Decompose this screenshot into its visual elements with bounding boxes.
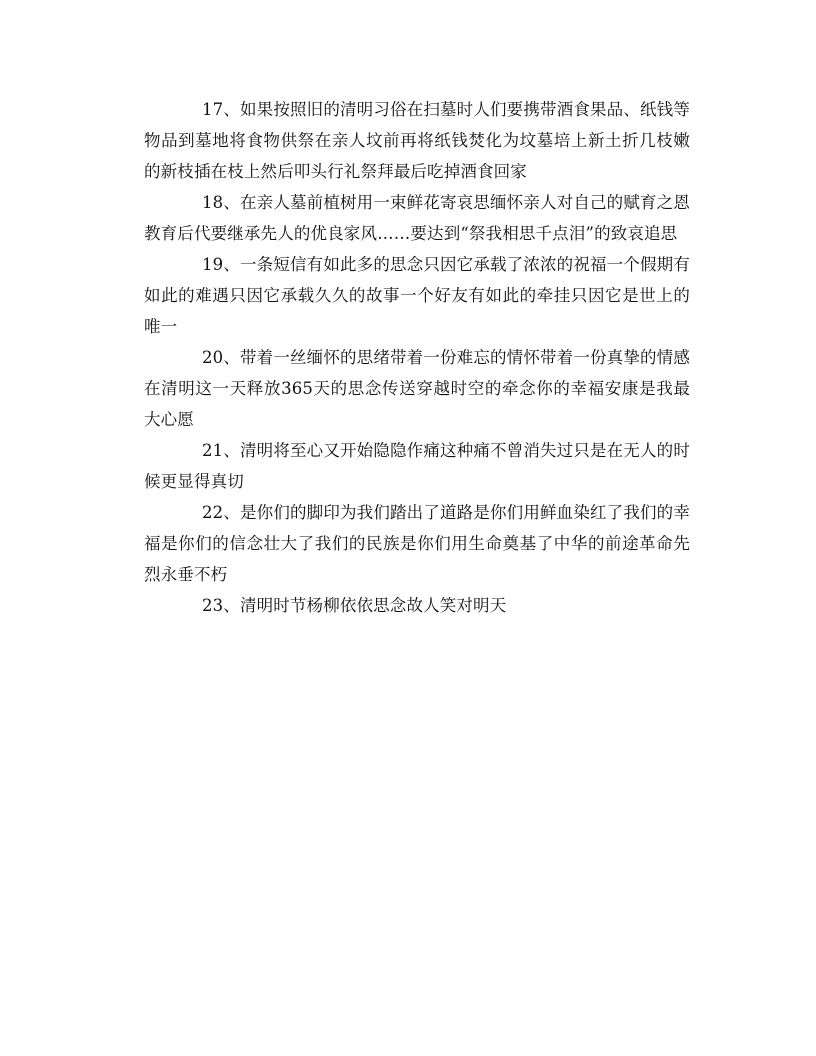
paragraph-20: 20、带着一丝缅怀的思绪带着一份难忘的情怀带着一份真挚的情感在清明这一天释放365天的思念传送穿越时空的牵念你的幸福安康是我最大心愿 <box>144 348 690 429</box>
paragraph-21: 21、清明将至心又开始隐隐作痛这种痛不曾消失过只是在无人的时候更显得真切 <box>144 441 690 491</box>
paragraph-18: 18、在亲人墓前植树用一束鲜花寄哀思缅怀亲人对自己的赋育之恩教育后代要继承先人的优良家风……要达到“祭我相思千点泪”的致哀追思 <box>144 193 690 243</box>
paragraph-19: 19、一条短信有如此多的思念只因它承载了浓浓的祝福一个假期有如此的难遇只因它承载久久的故事一个好友有如此的牵挂只因它是世上的唯一 <box>144 255 690 336</box>
paragraph-17: 17、如果按照旧的清明习俗在扫墓时人们要携带酒食果品、纸钱等物品到墓地将食物供祭在亲人坟前再将纸钱焚化为坟墓培上新土折几枝嫩的新枝插在枝上然后叩头行礼祭拜最后吃掉酒食回家 <box>144 100 690 181</box>
paragraph-22: 22、是你们的脚印为我们踏出了道路是你们用鲜血染红了我们的幸福是你们的信念壮大了我们的民族是你们用生命奠基了中华的前途革命先烈永垂不朽 <box>144 503 690 584</box>
paragraph-23: 23、清明时节杨柳依依思念故人笑对明天 <box>202 596 507 615</box>
document-body <box>144 94 690 621</box>
